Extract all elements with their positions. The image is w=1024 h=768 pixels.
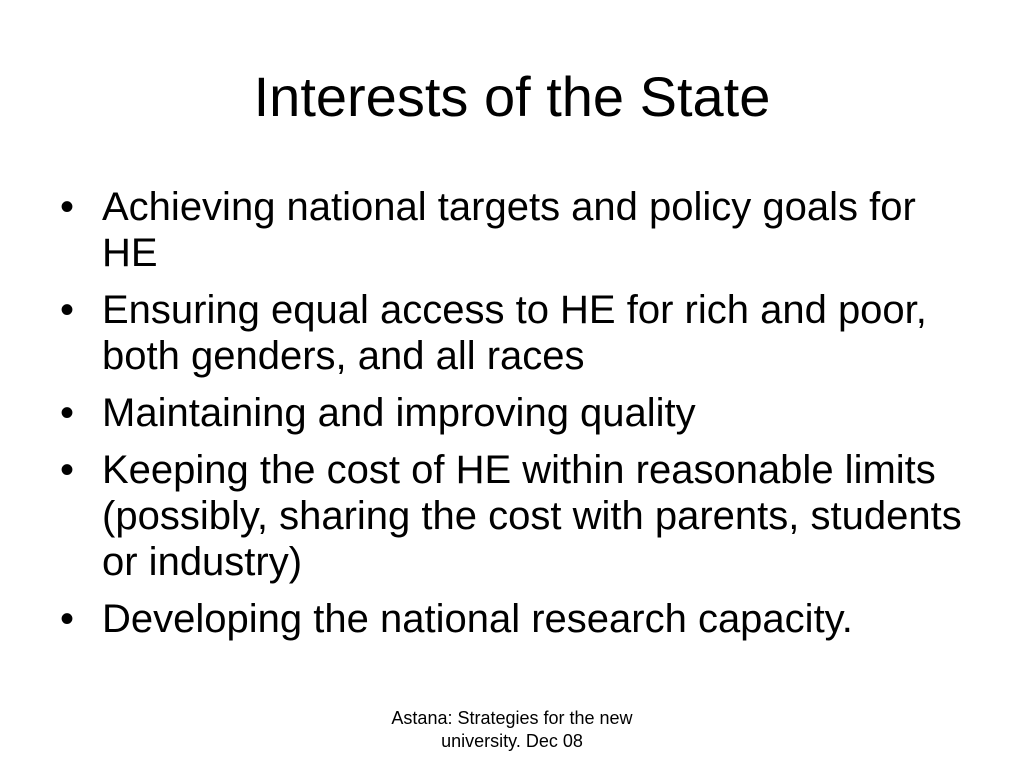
bullet-item	[60, 596, 980, 642]
bullet-text: Achieving national targets and policy goals for HE	[102, 185, 916, 275]
bullet-icon: •	[60, 185, 75, 229]
bullet-icon: •	[60, 288, 75, 332]
bullet-icon: •	[60, 597, 75, 641]
bullet-item	[60, 447, 980, 585]
bullet-text: Ensuring equal access to HE for rich and poor, both genders, and all races	[102, 288, 927, 378]
footer-line-2: university. Dec 08	[441, 731, 583, 751]
slide-title: Interests of the State	[253, 65, 771, 128]
bullet-text: Developing the national research capacity.	[102, 597, 853, 641]
bullet-text: Keeping the cost of HE within reasonable limits (possibly, sharing the cost with parents, students or industry)	[102, 448, 962, 584]
slide-footer	[362, 707, 662, 753]
bullet-text: Maintaining and improving quality	[102, 391, 696, 435]
footer-line-1: Astana: Strategies for the new	[391, 708, 633, 728]
bullet-item	[60, 287, 980, 379]
bullet-item	[60, 390, 980, 436]
bullet-icon: •	[60, 391, 75, 435]
bullet-item	[60, 184, 980, 276]
bullet-icon: •	[60, 448, 75, 492]
bullet-list	[60, 184, 980, 653]
